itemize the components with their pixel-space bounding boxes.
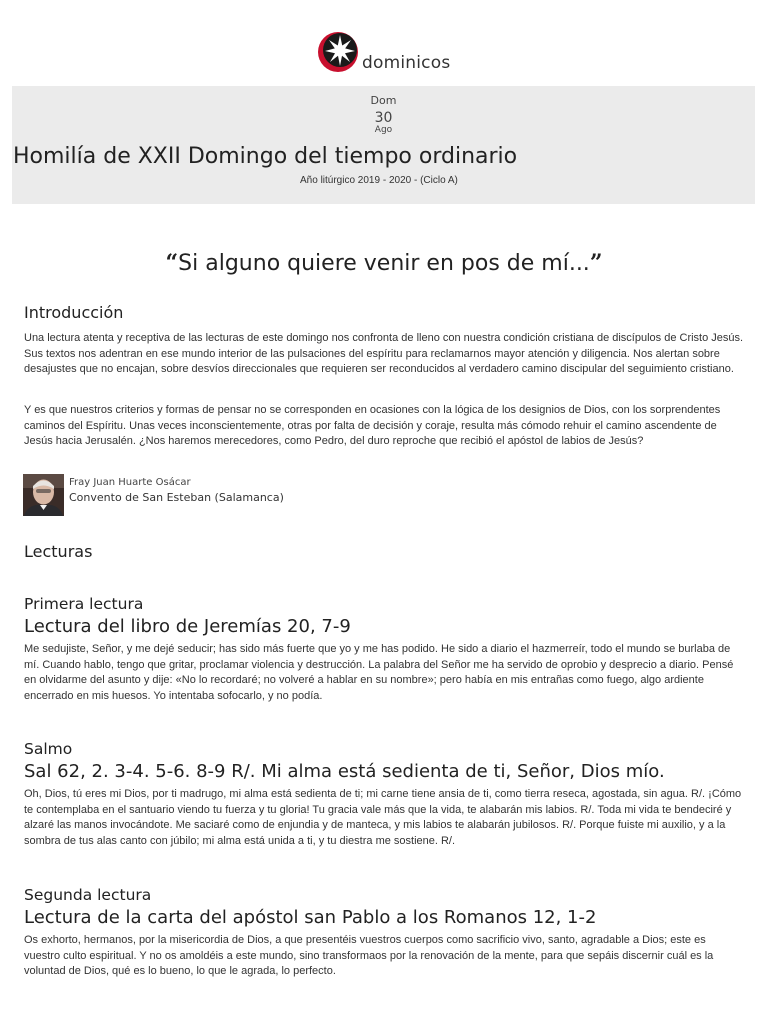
homily-header: [12, 86, 755, 204]
liturgical-year: Año litúrgico 2019 - 2020 - (Ciclo A): [300, 175, 458, 186]
reading-text: Oh, Dios, tú eres mi Dios, por ti madrugo, mi alma está sedienta de ti; mi carne tiene ansia de ti, como tierra reseca, agostada, sin agua. R/. ¡Cómo te contemplaba en el santuario viendo tu fuerza y tu gloria! Tu gracia vale más que la vida, te alabarán mis labios. R/. Toda mi vida te bendeciré y alzaré las manos invocándote. Me saciaré como de enjundia y de manteca, y mis labios te alabarán jubilosos. R/. Porque fuiste mi auxilio, y a la sombra de tus alas canto con júbilo; mi alma está unida a ti, y tu diestra me sostiene. R/.: [24, 788, 742, 847]
author-name[interactable]: Fray Juan Huarte Osácar: [69, 477, 191, 488]
date-day: 30: [374, 110, 393, 126]
intro-paragraph: Una lectura atenta y receptiva de las lecturas de este domingo nos confronta de lleno con nuestra condición cristiana de discípulos de Cristo Jesús. Sus textos nos adentran en ese mundo interior de las pulsaciones del espíritu para reclamarnos mayor atención y diligencia. Nos alertan sobre desajustes que no encajan, sobre desvíos direccionales que requieren ser reconducidos al verdadero camino discipular del seguimiento cristiano.: [24, 332, 744, 375]
reading-title: Lectura del libro de Jeremías 20, 7-9: [24, 616, 351, 637]
author-convent: Convento de San Esteban (Salamanca): [69, 491, 284, 504]
reading-label: Segunda lectura: [24, 886, 152, 904]
headline-text: Si alguno quiere venir en pos de mí...: [178, 251, 590, 276]
reading-label: Primera lectura: [24, 595, 144, 613]
readings-heading: Lecturas: [24, 542, 93, 561]
open-quote: “: [165, 250, 179, 276]
reading-title: Sal 62, 2. 3-4. 5-6. 8-9 R/. Mi alma está sedienta de ti, Señor, Dios mío.: [24, 761, 665, 782]
date-month: Ago: [374, 125, 393, 135]
close-quote: ”: [589, 250, 603, 276]
intro-paragraph: Y es que nuestros criterios y formas de pensar no se corresponden en ocasiones con la lógica de los designios de Dios, con los sorprendentes caminos del Espíritu. Unas veces inconscientemente, otras por falta de decisión y coraje, resulta más cómodo rehuir el camino ascendente de Jesús hacia Jerusalén. ¿Nos haremos merecedores, como Pedro, del duro reproche que recibió el apóstol de labios de Jesús?: [24, 404, 721, 447]
date-day-of-week: Dom: [370, 94, 397, 107]
date-block: [12, 94, 755, 135]
reading-label: Salmo: [24, 740, 73, 758]
site-logo[interactable]: [316, 30, 450, 74]
page-title: Homilía de XXII Domingo del tiempo ordinario: [13, 144, 518, 169]
author-avatar[interactable]: [23, 474, 64, 516]
reading-text: Me sedujiste, Señor, y me dejé seducir; has sido más fuerte que yo y me has podido. He sido a diario el hazmerreír, todo el mundo se burlaba de mí. Cuando hablo, tengo que gritar, proclamar violencia y destrucción. La palabra del Señor me ha servido de oprobio y desprecio a diario. Pensé en olvidarme del asunto y dije: «No lo recordaré; no volveré a hablar en su nombre»; pero había en mis entrañas como fuego, algo ardiente encerrado en mis huesos. Yo intentaba sofocarlo, y no podía.: [24, 643, 734, 702]
reading-text: Os exhorto, hermanos, por la misericordia de Dios, a que presentéis vuestros cuerpos como sacrificio vivo, santo, agradable a Dios; este es vuestro culto espiritual. Y no os amoldéis a este mundo, sino transformaos por la renovación de la mente, para que sepáis discernir cuál es la voluntad de Dios, qué es lo bueno, lo que le agrada, lo perfecto.: [24, 934, 714, 977]
author-block: [23, 474, 284, 516]
site-name: dominicos: [362, 53, 451, 73]
intro-heading: Introducción: [24, 303, 124, 322]
dominicos-star-logo-icon: [316, 30, 360, 74]
reading-title: Lectura de la carta del apóstol san Pablo a los Romanos 12, 1-2: [24, 907, 597, 928]
homily-headline: [0, 250, 768, 276]
